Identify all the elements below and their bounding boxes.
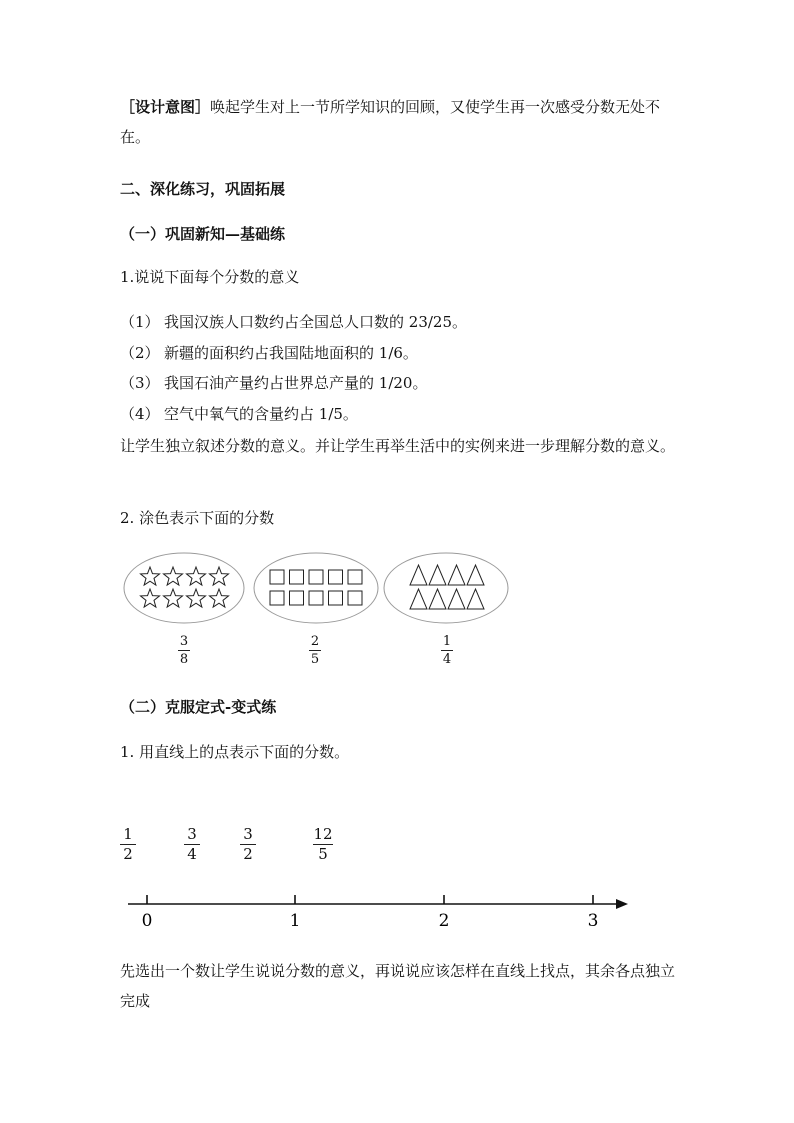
star-icon bbox=[186, 589, 205, 607]
star-icon bbox=[163, 589, 182, 607]
question-1-title: 1.说说下面每个分数的意义 bbox=[120, 268, 300, 286]
denominator: 2 bbox=[243, 845, 253, 863]
design-intent-text: 唤起学生对上一节所学知识的回顾，又使学生再一次感受分数无处不在。 bbox=[120, 98, 661, 146]
star-icon bbox=[140, 567, 159, 585]
numerator: 1 bbox=[123, 825, 133, 843]
triangle-icon bbox=[467, 589, 484, 609]
numerator: 3 bbox=[179, 634, 189, 649]
star-group-ellipse bbox=[124, 553, 244, 623]
question-1-note: 让学生独立叙述分数的意义。并让学生再举生活中的实例来进一步理解分数的意义。 bbox=[120, 437, 676, 455]
star-icon bbox=[163, 567, 182, 585]
number-line bbox=[128, 895, 628, 931]
triangle-icon bbox=[429, 565, 446, 585]
tick-label: 2 bbox=[438, 911, 450, 931]
item-text: 空气中氧气的含量约占 1/5。 bbox=[164, 405, 358, 423]
line-fraction bbox=[172, 826, 212, 863]
triangle-icon bbox=[448, 589, 465, 609]
numerator: 2 bbox=[310, 634, 320, 649]
item-number: （3） bbox=[120, 374, 160, 392]
square-icon bbox=[348, 570, 362, 584]
item-number: （2） bbox=[120, 344, 160, 362]
square-icon bbox=[309, 591, 323, 605]
tick-label: 1 bbox=[289, 911, 301, 931]
square-icon bbox=[329, 570, 343, 584]
star-icon bbox=[209, 589, 228, 607]
triangle-icon bbox=[467, 565, 484, 585]
square-icon bbox=[270, 570, 284, 584]
item-number: （4） bbox=[120, 405, 160, 423]
star-icon bbox=[186, 567, 205, 585]
item-number: （1） bbox=[120, 313, 160, 331]
subsection-2-title: （二）克服定式-变式练 bbox=[120, 698, 277, 716]
square-icon bbox=[270, 591, 284, 605]
denominator: 5 bbox=[310, 652, 320, 667]
square-icon bbox=[290, 591, 304, 605]
star-group bbox=[140, 567, 228, 607]
section-2-title: 二、深化练习，巩固拓展 bbox=[120, 180, 286, 198]
triangle-icon bbox=[429, 589, 446, 609]
denominator: 8 bbox=[179, 652, 189, 667]
line-fraction bbox=[108, 826, 148, 863]
denominator: 5 bbox=[318, 845, 328, 863]
triangle-icon bbox=[410, 589, 427, 609]
denominator: 2 bbox=[123, 845, 133, 863]
square-icon bbox=[290, 570, 304, 584]
line-fraction bbox=[228, 826, 268, 863]
star-icon bbox=[140, 589, 159, 607]
design-intent-label: ［设计意图］ bbox=[120, 98, 211, 116]
group-fraction bbox=[427, 634, 467, 667]
tick-label: 3 bbox=[587, 911, 599, 931]
triangle-icon bbox=[448, 565, 465, 585]
square-icon bbox=[348, 591, 362, 605]
square-icon bbox=[329, 591, 343, 605]
square-group bbox=[270, 570, 362, 605]
question-3-note: 先选出一个数让学生说说分数的意义，再说说应该怎样在直线上找点，其余各点独立完成 bbox=[120, 962, 676, 1010]
triangle-icon bbox=[410, 565, 427, 585]
triangle-group bbox=[410, 565, 484, 609]
question-3-title: 1. 用直线上的点表示下面的分数。 bbox=[120, 743, 350, 761]
item-text: 我国汉族人口数约占全国总人口数的 23/25。 bbox=[164, 313, 467, 331]
subsection-1-title: （一）巩固新知—基础练 bbox=[120, 225, 286, 243]
numerator: 3 bbox=[187, 825, 197, 843]
item-text: 我国石油产量约占世界总产量的 1/20。 bbox=[164, 374, 428, 392]
tick-label: 0 bbox=[141, 911, 153, 931]
star-icon bbox=[209, 567, 228, 585]
numerator: 3 bbox=[243, 825, 253, 843]
group-fraction bbox=[295, 634, 335, 667]
square-group-ellipse bbox=[254, 553, 378, 623]
arrow-icon bbox=[616, 899, 628, 909]
numerator: 12 bbox=[313, 825, 333, 843]
group-fraction bbox=[164, 634, 204, 667]
line-fraction bbox=[303, 826, 343, 863]
item-text: 新疆的面积约占我国陆地面积的 1/6。 bbox=[164, 344, 418, 362]
denominator: 4 bbox=[442, 652, 452, 667]
triangle-group-ellipse bbox=[384, 553, 508, 623]
denominator: 4 bbox=[187, 845, 197, 863]
square-icon bbox=[309, 570, 323, 584]
question-2-title: 2. 涂色表示下面的分数 bbox=[120, 509, 275, 527]
numerator: 1 bbox=[442, 634, 452, 649]
